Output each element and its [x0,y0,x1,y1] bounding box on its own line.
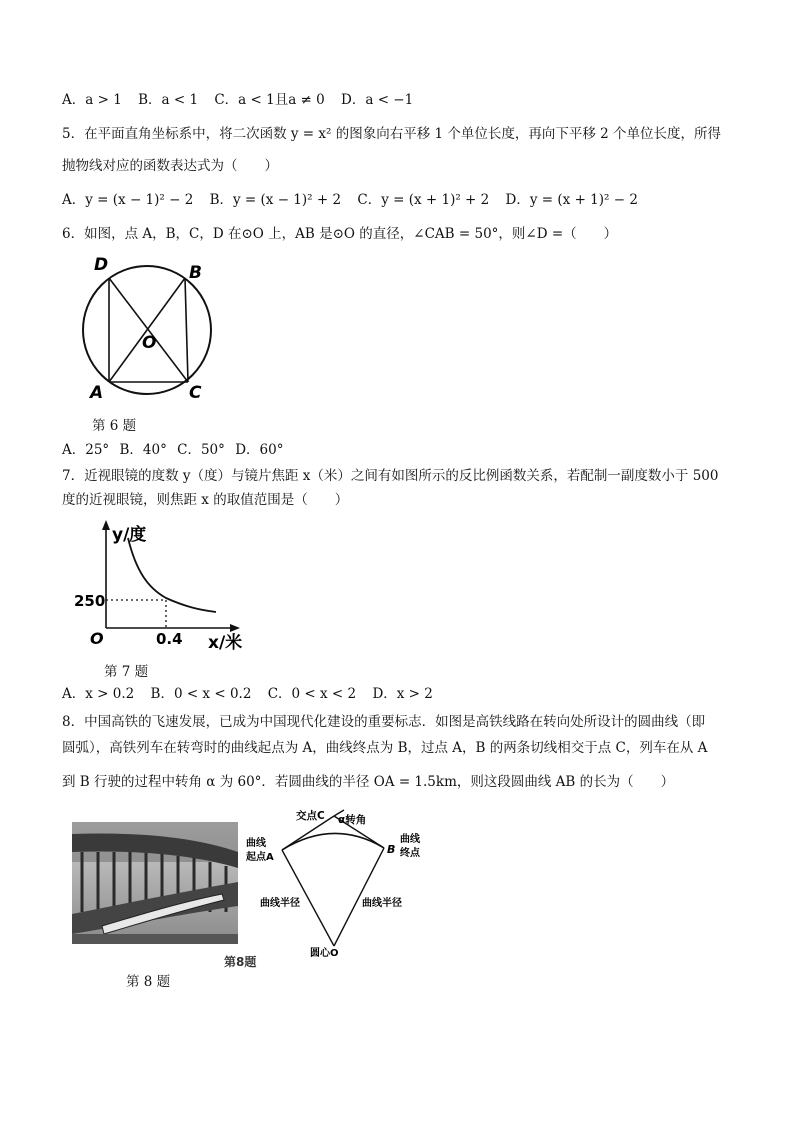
q7-option-b: B．0 < x < 0.2 [150,686,252,702]
q7-stem-line2: 度的近视眼镜，则焦距 x 的取值范围是（ ） [62,492,349,508]
q8-caption: 第 8 题 [126,974,171,990]
label-radius-right: 曲线半径 [362,898,402,909]
label-o: O [142,333,157,353]
q5-options [62,190,650,210]
label-curve-start-1: 曲线 [246,838,266,849]
radius-ob [334,848,384,946]
origin-label: O [90,629,104,648]
label-c: C [189,383,202,403]
q7-option-c: C．0 < x < 2 [267,686,357,702]
q5-stem-line2: 抛物线对应的函数表达式为（ ） [62,158,278,174]
q4-option-c: C．a < 1且a ≠ 0 [214,92,325,108]
label-curve-end-1: 曲线 [400,834,420,845]
label-radius-left: 曲线半径 [260,898,300,909]
label-b: B [189,263,202,283]
q7-inverse-function-graph [70,516,250,656]
q4-option-a: A．a > 1 [62,92,122,108]
q4-option-d: D．a < −1 [341,92,414,108]
q8-stem-line1: 8．中国高铁的飞速发展，已成为中国现代化建设的重要标志．如图是高铁线路在转向处所设计的圆曲线（即 [62,714,706,730]
photo-bottom [72,934,238,944]
q4-options [62,90,425,110]
segment-bc [185,278,188,382]
q8-curve-diagram [224,806,444,969]
q8-stem-line2: 圆弧），高铁列车在转弯时的曲线起点为 A，曲线终点为 B，过点 A，B 的两条切线相交于点 C，列车在从 A [62,740,708,756]
label-a: A [90,383,104,403]
q8-stem-line3: 到 B 行驶的过程中转角 α 为 60°．若圆曲线的半径 OA = 1.5km，则这段圆曲线 AB 的长为（ ） [62,774,675,790]
ytick-250: 250 [74,592,106,610]
arc-ab [282,833,384,850]
q6-option-c: C．50° [177,442,225,458]
q7-stem-line1: 7．近视眼镜的度数 y（度）与镜片焦距 x（米）之间有如图所示的反比例函数关系，若配制一副度数小于 500 [62,468,719,484]
q6-option-b: B．40° [119,442,167,458]
curve-y-over-x [128,538,216,612]
label-d: D [94,255,109,275]
q7-option-d: D．x > 2 [372,686,433,702]
label-curve-end-2: 终点 [400,848,420,859]
ylabel: y/度 [112,525,147,545]
q5-option-b: B．y = (x − 1)² + 2 [209,192,342,208]
q6-caption: 第 6 题 [92,418,137,434]
xlabel: x/米 [208,633,243,653]
label-turn-angle: α转角 [338,814,367,826]
q4-option-b: B．a < 1 [138,92,199,108]
label-partial-caption: 第8题 [224,955,257,969]
q6-circle-figure [72,248,222,408]
x-axis-arrow [230,624,240,632]
q5-option-c: C．y = (x + 1)² + 2 [357,192,490,208]
q7-options [62,684,445,704]
q8-train-photo [72,822,238,944]
q7-caption: 第 7 题 [104,664,149,680]
q6-option-a: A．25° [62,442,110,458]
y-axis-arrow [102,520,110,530]
q5-option-a: A．y = (x − 1)² − 2 [62,192,194,208]
q5-option-d: D．y = (x + 1)² − 2 [505,192,638,208]
xtick-0-4: 0.4 [156,630,183,648]
label-intersection-c: 交点C [296,810,325,822]
q5-stem-line1: 5．在平面直角坐标系中，将二次函数 y = x² 的图象向右平移 1 个单位长度，再向下平移 2 个单位长度，所得 [62,126,722,142]
label-b: B [387,843,396,856]
q6-stem: 6．如图，点 A，B，C，D 在⊙O 上，AB 是⊙O 的直径，∠CAB = 50°，则∠D =（ ） [62,226,618,242]
label-center-o: 圆心O [310,948,339,959]
q7-option-a: A．x > 0.2 [62,686,135,702]
label-curve-start-2: 起点A [246,852,274,863]
q6-options [62,440,289,460]
q6-option-d: D．60° [235,442,284,458]
